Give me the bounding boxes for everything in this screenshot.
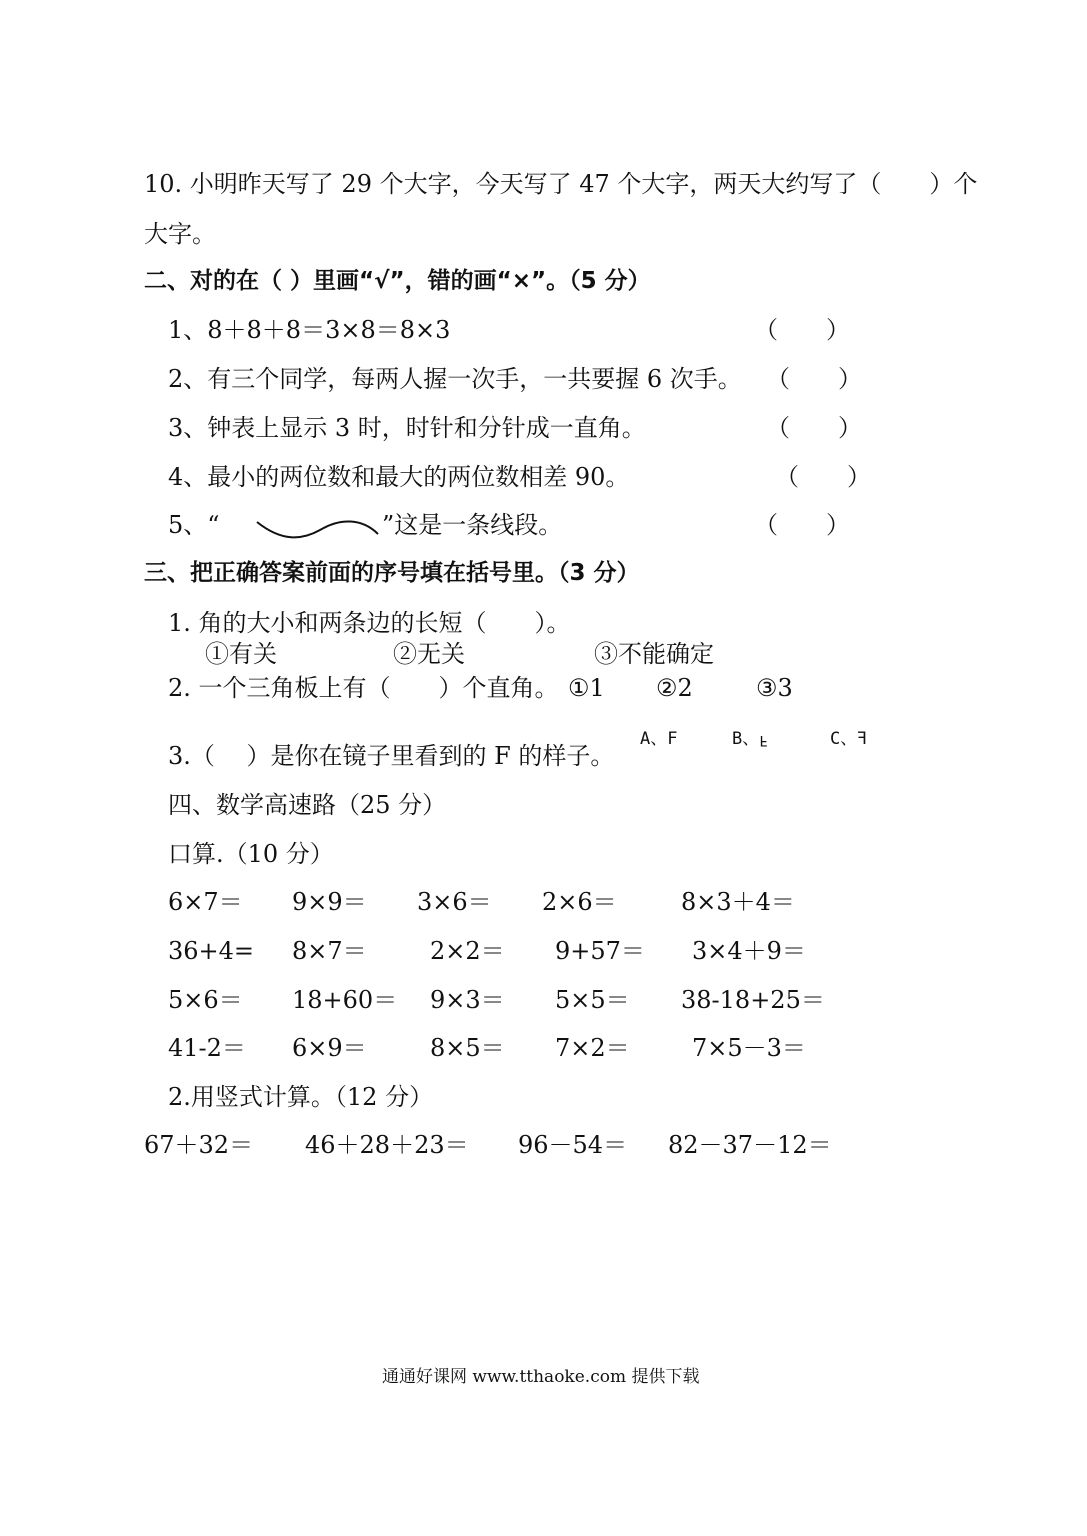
wavy-line-figure <box>252 512 382 542</box>
s2-item-4-text: 4、最小的两位数和最大的两位数相差 90。 <box>168 463 630 491</box>
vertical-calc-1: 67＋32＝ <box>144 1131 254 1159</box>
oral-r2-c3: 2×2＝ <box>430 937 505 965</box>
s2-item-3-text: 3、钟表上显示 3 时，时针和分针成一直角。 <box>168 414 646 442</box>
oral-calc-title: 口算.（10 分） <box>168 840 334 868</box>
oral-r4-c2: 6×9＝ <box>292 1034 367 1062</box>
oral-r2-c4: 9+57＝ <box>555 937 645 965</box>
oral-r3-c2: 18+60＝ <box>292 986 398 1014</box>
s3-q2-option-1: ①1 <box>568 674 605 702</box>
oral-r1-c5: 8×3＋4＝ <box>681 888 795 916</box>
oral-r1-c1: 6×7＝ <box>168 888 243 916</box>
s2-item-2-answer: （ ） <box>766 365 862 393</box>
oral-r1-c2: 9×9＝ <box>292 888 367 916</box>
s3-q3-option-a: A、F <box>640 729 678 749</box>
oral-r4-c3: 8×5＝ <box>430 1034 505 1062</box>
oral-r4-c4: 7×2＝ <box>555 1034 630 1062</box>
s3-q3-option-c <box>830 731 868 748</box>
s3-q3-text: 3.（ ）是你在镜子里看到的 F 的样子。 <box>168 742 615 770</box>
q10-line2: 大字。 <box>144 220 216 248</box>
s2-item-2-text: 2、有三个同学，每两人握一次手，一共要握 6 次手。 <box>168 365 742 393</box>
vertical-calc-title: 2.用竖式计算。（12 分） <box>168 1083 434 1111</box>
s3-q3-option-c-label: C、 <box>830 729 858 749</box>
s2-item-5-answer: （ ） <box>754 511 850 539</box>
oral-r1-c3: 3×6＝ <box>417 888 492 916</box>
s2-item-1-text: 1、8＋8＋8＝3×8＝8×3 <box>168 316 451 344</box>
s3-q2-option-3: ③3 <box>756 674 793 702</box>
section3-heading: 三、把正确答案前面的序号填在括号里。（3 分） <box>144 560 640 586</box>
s2-item-4-answer: （ ） <box>775 463 871 491</box>
oral-r3-c1: 5×6＝ <box>168 986 243 1014</box>
upside-down-f-glyph: F <box>759 732 768 748</box>
s3-q1-option-1: ①有关 <box>205 640 277 668</box>
s3-q3-option-b <box>732 731 768 748</box>
oral-r2-c2: 8×7＝ <box>292 937 367 965</box>
mirrored-f-glyph: F <box>857 729 868 749</box>
s3-q1-option-3: ③不能确定 <box>594 640 714 668</box>
s2-item-5-prefix: 5、“ <box>168 511 220 539</box>
oral-r3-c3: 9×3＝ <box>430 986 505 1014</box>
footer-credit: 通通好课网 www.tthaoke.com 提供下载 <box>382 1367 700 1387</box>
vertical-calc-3: 96－54＝ <box>518 1131 628 1159</box>
vertical-calc-2: 46＋28＋23＝ <box>305 1131 469 1159</box>
s2-item-5-suffix: ”这是一条线段。 <box>382 511 563 539</box>
s3-q1-option-2: ②无关 <box>393 640 465 668</box>
s3-q1-text: 1. 角的大小和两条边的长短（ ）。 <box>168 609 571 637</box>
oral-r4-c5: 7×5－3＝ <box>692 1034 806 1062</box>
s3-q3-option-b-label: B、 <box>732 729 760 749</box>
s2-item-1-answer: （ ） <box>754 316 850 344</box>
s3-q2-text: 2. 一个三角板上有（ ）个直角。 <box>168 674 559 702</box>
oral-r2-c1: 36+4= <box>168 937 255 965</box>
section2-heading: 二、对的在（ ）里画“√”，错的画“×”。（5 分） <box>144 268 651 294</box>
oral-r4-c1: 41-2＝ <box>168 1034 246 1062</box>
s3-q2-option-2: ②2 <box>656 674 693 702</box>
section4-heading: 四、数学高速路（25 分） <box>168 791 447 819</box>
vertical-calc-4: 82－37－12＝ <box>668 1131 832 1159</box>
q10-line1: 10. 小明昨天写了 29 个大字，今天写了 47 个大字，两天大约写了（ ）个 <box>144 170 978 198</box>
oral-r3-c4: 5×5＝ <box>555 986 630 1014</box>
s2-item-3-answer: （ ） <box>766 414 862 442</box>
oral-r2-c5: 3×4＋9＝ <box>692 937 806 965</box>
oral-r1-c4: 2×6＝ <box>542 888 617 916</box>
oral-r3-c5: 38-18+25＝ <box>681 986 825 1014</box>
